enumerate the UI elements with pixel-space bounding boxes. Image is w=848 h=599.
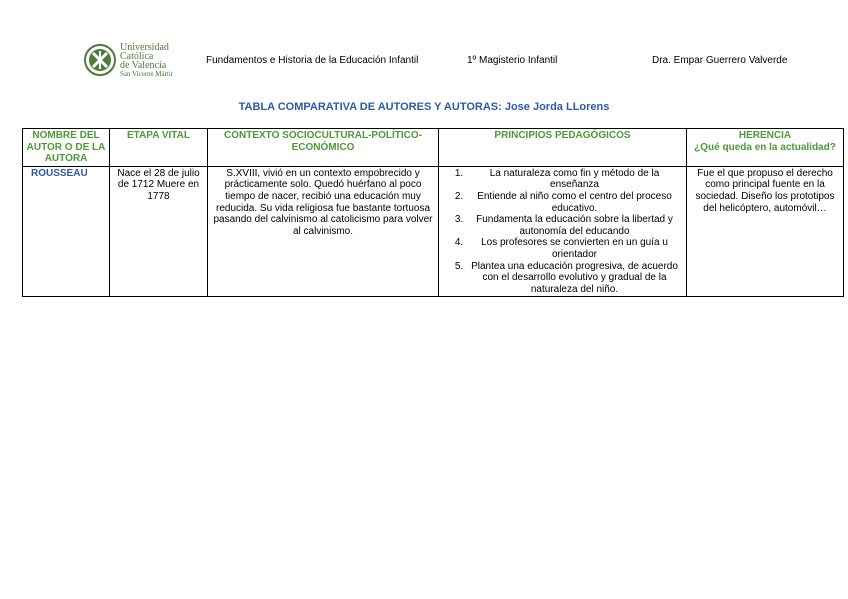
header-author: NOMBRE DEL AUTOR O DE LA AUTORA: [23, 129, 110, 167]
table-header-row: [23, 129, 844, 167]
header-heritage-title: HERENCIA: [738, 130, 792, 141]
cell-context: S.XVIII, vivió en un contexto empobrecido y prácticamente solo. Quedó huérfano al poco tiempo de nacer, recibió una educación muy reducida. Su vida religiosa fue bastante tortuosa pasando del calvinismo al catolicismo para volver al calvinismo.: [208, 166, 439, 297]
university-logo: [84, 42, 194, 82]
cell-stage: Nace el 28 de julio de 1712 Muere en 1778: [110, 166, 208, 297]
principles-list: [442, 168, 683, 296]
logo-line-1: Universidad: [120, 42, 169, 53]
degree-name: 1º Magisterio Infantil: [467, 55, 558, 66]
list-item: 4. Los profesores se convierten en un guía u orientador: [466, 237, 683, 260]
cell-principles: [439, 166, 687, 297]
header-principles: PRINCIPIOS PEDAGÓGICOS: [439, 129, 687, 167]
header-heritage: [687, 129, 844, 167]
cell-heritage: Fue el que propuso el derecho como principal fuente en la sociedad. Diseño los prototipos del helicóptero, automóvil…: [687, 166, 844, 297]
university-seal-icon: [84, 44, 116, 76]
list-item: 1. La naturaleza como fin y método de la enseñanza: [466, 168, 683, 191]
list-item: 2. Entiende al niño como el centro del proceso educativo.: [466, 191, 683, 214]
list-item: 3. Fundamenta la educación sobre la libertad y autonomía del educando: [466, 214, 683, 237]
header-heritage-question: ¿Qué queda en la actualidad?: [694, 141, 836, 153]
table-row: [23, 166, 844, 297]
list-item: 5. Plantea una educación progresiva, de acuerdo con el desarrollo evolutivo y gradual de la naturaleza del niño.: [466, 261, 683, 296]
teacher-name: Dra. Empar Guerrero Valverde: [652, 55, 788, 66]
page-header: [0, 42, 848, 82]
cell-author: ROUSSEAU: [23, 166, 110, 297]
logo-line-4: San Vicente Mártir: [120, 70, 174, 78]
logo-line-2: Católica: [120, 51, 154, 62]
header-context: CONTEXTO SOCIOCULTURAL-POLÍTICO-ECONÓMICO: [208, 129, 439, 167]
document-title: TABLA COMPARATIVA DE AUTORES Y AUTORAS: Jose Jorda LLorens: [238, 101, 610, 113]
course-name: Fundamentos e Historia de la Educación Infantil: [206, 55, 419, 66]
logo-line-3: de Valencia: [120, 60, 167, 71]
comparison-table: [22, 128, 844, 297]
header-stage: ETAPA VITAL: [110, 129, 208, 167]
